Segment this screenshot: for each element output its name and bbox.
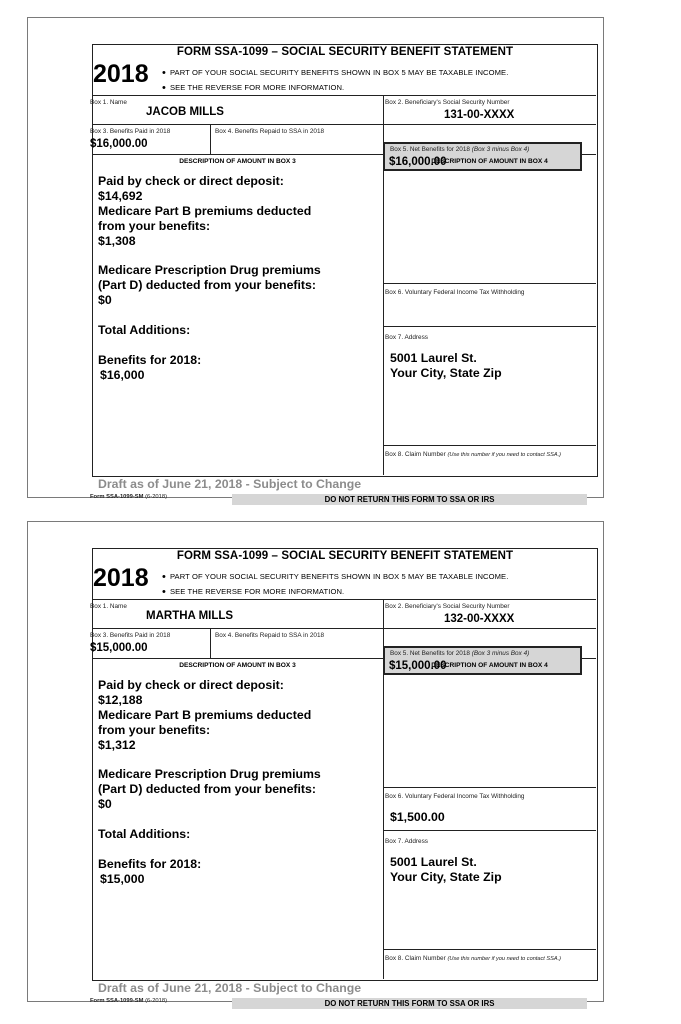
paid-label: Paid by check or direct deposit: bbox=[98, 174, 284, 188]
taxable-notice: • PART OF YOUR SOCIAL SECURITY BENEFITS SHOWN IN BOX 5 MAY BE TAXABLE INCOME. bbox=[162, 571, 509, 583]
benefits-paid-value: $16,000.00 bbox=[90, 138, 148, 150]
box4-label: Box 4. Benefits Repaid to SSA in 2018 bbox=[215, 128, 325, 135]
medicare-b-amount: $1,308 bbox=[98, 234, 136, 248]
desc-box4-header: DESCRIPTION OF AMOUNT IN BOX 4 bbox=[431, 662, 548, 669]
benefits-label: Benefits for 2018: bbox=[98, 857, 202, 871]
reverse-notice: • SEE THE REVERSE FOR MORE INFORMATION. bbox=[162, 586, 345, 598]
total-additions-label: Total Additions: bbox=[98, 827, 191, 841]
box8-label: Box 8. Claim Number (Use this number if you need to contact SSA.) bbox=[385, 451, 561, 458]
ssa-1099-form bbox=[90, 548, 598, 1008]
box6-label: Box 6. Voluntary Federal Income Tax Withholding bbox=[385, 793, 525, 800]
form-number: Form SSA-1099-SM (6-2018) bbox=[90, 998, 168, 1004]
box1-label: Box 1. Name bbox=[90, 603, 127, 610]
draft-notice: Draft as of June 21, 2018 - Subject to Change bbox=[98, 981, 362, 995]
box7-label: Box 7. Address bbox=[385, 838, 428, 845]
box5-label: Box 5. Net Benefits for 2018 (Box 3 minus Box 4) bbox=[390, 146, 530, 153]
box2-label: Box 2. Beneficiary's Social Security Number bbox=[385, 603, 510, 610]
medicare-d-label-2: (Part D) deducted from your benefits: bbox=[98, 278, 316, 292]
medicare-b-label-1: Medicare Part B premiums deducted bbox=[98, 708, 312, 722]
box1-label: Box 1. Name bbox=[90, 99, 127, 106]
withholding-value: $1,500.00 bbox=[390, 810, 445, 824]
tax-year: 2018 bbox=[93, 60, 149, 88]
taxable-notice: • PART OF YOUR SOCIAL SECURITY BENEFITS SHOWN IN BOX 5 MAY BE TAXABLE INCOME. bbox=[162, 67, 509, 79]
box5-net-benefits bbox=[383, 646, 582, 675]
reverse-notice: • SEE THE REVERSE FOR MORE INFORMATION. bbox=[162, 82, 345, 94]
do-not-return-banner: DO NOT RETURN THIS FORM TO SSA OR IRS bbox=[232, 998, 587, 1009]
benefits-amount: $15,000 bbox=[100, 872, 145, 886]
ssa-1099-form bbox=[90, 44, 598, 504]
net-benefits-value: $16,000.00 bbox=[389, 156, 447, 168]
box3-label: Box 3. Benefits Paid in 2018 bbox=[90, 632, 171, 639]
bullet-icon: • bbox=[162, 586, 166, 598]
bullet-icon: • bbox=[162, 571, 166, 583]
paid-amount: $12,188 bbox=[98, 693, 143, 707]
form-number: Form SSA-1099-SM (6-2018) bbox=[90, 494, 168, 500]
medicare-d-amount: $0 bbox=[98, 797, 112, 811]
net-benefits-value: $15,000.00 bbox=[389, 660, 447, 672]
medicare-d-label-1: Medicare Prescription Drug premiums bbox=[98, 263, 321, 277]
medicare-b-label-2: from your benefits: bbox=[98, 723, 211, 737]
box5-net-benefits bbox=[383, 142, 582, 171]
address-line-1: 5001 Laurel St. bbox=[390, 855, 477, 869]
draft-notice: Draft as of June 21, 2018 - Subject to Change bbox=[98, 477, 362, 491]
box5-label: Box 5. Net Benefits for 2018 (Box 3 minus Box 4) bbox=[390, 650, 530, 657]
medicare-b-amount: $1,312 bbox=[98, 738, 136, 752]
box7-label: Box 7. Address bbox=[385, 334, 428, 341]
statement-card-2 bbox=[27, 521, 604, 1008]
tax-year: 2018 bbox=[93, 564, 149, 592]
desc-box4-header: DESCRIPTION OF AMOUNT IN BOX 4 bbox=[431, 158, 548, 165]
address-line-2: Your City, State Zip bbox=[390, 366, 502, 380]
do-not-return-banner: DO NOT RETURN THIS FORM TO SSA OR IRS bbox=[232, 494, 587, 505]
medicare-d-label-2: (Part D) deducted from your benefits: bbox=[98, 782, 316, 796]
medicare-b-label-1: Medicare Part B premiums deducted bbox=[98, 204, 312, 218]
beneficiary-ssn: 132-00-XXXX bbox=[444, 613, 515, 625]
paid-label: Paid by check or direct deposit: bbox=[98, 678, 284, 692]
benefits-amount: $16,000 bbox=[100, 368, 145, 382]
total-additions-label: Total Additions: bbox=[98, 323, 191, 337]
box8-label: Box 8. Claim Number (Use this number if you need to contact SSA.) bbox=[385, 955, 561, 962]
beneficiary-name: JACOB MILLS bbox=[146, 106, 224, 118]
address-line-2: Your City, State Zip bbox=[390, 870, 502, 884]
box4-label: Box 4. Benefits Repaid to SSA in 2018 bbox=[215, 632, 325, 639]
benefits-paid-value: $15,000.00 bbox=[90, 642, 148, 654]
address-line-1: 5001 Laurel St. bbox=[390, 351, 477, 365]
benefits-label: Benefits for 2018: bbox=[98, 353, 202, 367]
medicare-b-label-2: from your benefits: bbox=[98, 219, 211, 233]
box6-label: Box 6. Voluntary Federal Income Tax Withholding bbox=[385, 289, 525, 296]
form-title: FORM SSA-1099 – SOCIAL SECURITY BENEFIT STATEMENT bbox=[176, 550, 514, 562]
medicare-d-amount: $0 bbox=[98, 293, 112, 307]
beneficiary-name: MARTHA MILLS bbox=[146, 610, 234, 622]
paid-amount: $14,692 bbox=[98, 189, 143, 203]
bullet-icon: • bbox=[162, 67, 166, 79]
statement-card-1 bbox=[27, 17, 604, 504]
box2-label: Box 2. Beneficiary's Social Security Number bbox=[385, 99, 510, 106]
beneficiary-ssn: 131-00-XXXX bbox=[444, 109, 515, 121]
form-title: FORM SSA-1099 – SOCIAL SECURITY BENEFIT STATEMENT bbox=[176, 46, 514, 58]
medicare-d-label-1: Medicare Prescription Drug premiums bbox=[98, 767, 321, 781]
bullet-icon: • bbox=[162, 82, 166, 94]
desc-box3-header: DESCRIPTION OF AMOUNT IN BOX 3 bbox=[179, 662, 296, 669]
box3-label: Box 3. Benefits Paid in 2018 bbox=[90, 128, 171, 135]
desc-box3-header: DESCRIPTION OF AMOUNT IN BOX 3 bbox=[179, 158, 296, 165]
